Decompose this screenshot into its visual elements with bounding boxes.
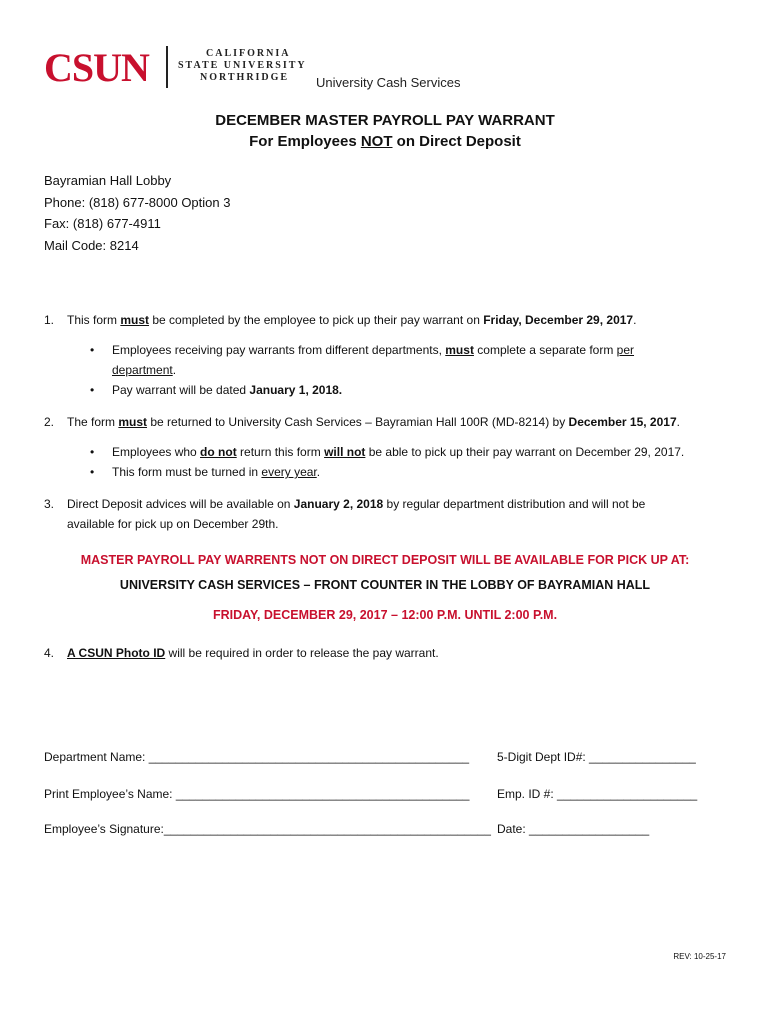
dept-id-field[interactable]: 5-Digit Dept ID#: ________________ — [497, 750, 696, 764]
item-number: 4. — [44, 646, 55, 660]
text: . — [676, 415, 680, 429]
list-item-2 — [44, 412, 734, 482]
item-text — [67, 310, 732, 330]
emphasis-do-not: do not — [200, 445, 237, 459]
signature-field[interactable]: Employee’s Signature:_________________________________________________ — [44, 822, 491, 836]
text: by regular department distribution and will not be — [383, 497, 646, 511]
bullet: • — [90, 383, 95, 397]
item-number: 2. — [44, 415, 55, 429]
employee-id-field[interactable]: Emp. ID #: _____________________ — [497, 787, 698, 801]
bullet-text — [112, 340, 712, 380]
text: available for pick up on December 29th. — [67, 517, 279, 531]
text: . — [633, 313, 637, 327]
contact-block — [44, 170, 230, 256]
subtitle-pre: For Employees — [249, 133, 361, 150]
employee-name-field[interactable]: Print Employee’s Name: ____________________________________________ — [44, 787, 470, 801]
department-name: University Cash Services — [316, 75, 461, 90]
emphasis-must: must — [118, 415, 148, 429]
item-text — [67, 643, 732, 663]
bullet-text — [112, 442, 712, 462]
text: Direct Deposit advices will be available on — [67, 497, 294, 511]
department-name-field[interactable]: Department Name: ________________________________________________ — [44, 750, 470, 764]
text: be returned to University Cash Services – Bayramian Hall 100R (MD-8214) by — [147, 415, 569, 429]
fax: Fax: (818) 677-4911 — [44, 216, 161, 231]
emphasis-per: per — [616, 343, 635, 357]
text: be able to pick up their pay warrant on December 29, 2017. — [365, 445, 685, 459]
phone: Phone: (818) 677-8000 Option 3 — [44, 194, 231, 210]
logo-wordmark — [178, 48, 307, 84]
text: The form — [67, 415, 119, 429]
warrant-date: January 1, 2018. — [249, 383, 343, 397]
emphasis-every-year: every year — [261, 465, 317, 479]
text: This form — [67, 313, 121, 327]
bullet: • — [90, 465, 95, 479]
list-item-4 — [44, 643, 734, 665]
text: Employees receiving pay warrants from different departments, — [112, 343, 446, 357]
date-field[interactable]: Date: __________________ — [497, 822, 650, 836]
logo-divider — [166, 46, 168, 88]
page-title: DECEMBER MASTER PAYROLL PAY WARRANT — [215, 112, 555, 129]
logo-line-3: NORTHRIDGE — [200, 72, 290, 83]
revision-label: REV: 10-25-17 — [673, 952, 726, 961]
emphasis-must: must — [445, 343, 474, 357]
bullet: • — [90, 343, 95, 357]
subtitle-post: on Direct Deposit — [392, 133, 521, 150]
logo-line-2: STATE UNIVERSITY — [178, 60, 307, 71]
bullet-text — [112, 462, 712, 482]
advice-date: January 2, 2018 — [293, 497, 384, 511]
notice-location: UNIVERSITY CASH SERVICES – FRONT COUNTER IN THE LOBBY OF BAYRAMIAN HALL — [119, 578, 651, 592]
item-number: 3. — [44, 497, 55, 511]
csun-logo: CSUN — [44, 45, 149, 90]
list-item-1 — [44, 310, 734, 400]
list-item-3 — [44, 494, 734, 538]
text: Pay warrant will be dated — [112, 383, 250, 397]
return-date: December 15, 2017 — [568, 415, 677, 429]
notice-time: FRIDAY, DECEMBER 29, 2017 – 12:00 P.M. UNTIL 2:00 P.M. — [212, 608, 558, 622]
text: be completed by the employee to pick up their pay warrant on — [149, 313, 484, 327]
text: will be required in order to release the pay warrant. — [165, 646, 439, 660]
emphasis-will-not: will not — [324, 445, 366, 459]
emphasis-department: department — [112, 363, 173, 377]
item-text — [67, 412, 732, 432]
emphasis-must: must — [120, 313, 150, 327]
text: . — [316, 465, 321, 479]
notice-heading: MASTER PAYROLL PAY WARRENTS NOT ON DIRECT DEPOSIT WILL BE AVAILABLE FOR PICK UP AT: — [80, 553, 690, 567]
logo-line-1: CALIFORNIA — [206, 48, 291, 59]
text: return this form — [236, 445, 325, 459]
item-number: 1. — [44, 313, 55, 327]
page-subtitle — [0, 133, 770, 150]
mail-code: Mail Code: 8214 — [44, 237, 139, 253]
text: This form must be turned in — [112, 465, 262, 479]
item-text — [67, 494, 732, 534]
pickup-date: Friday, December 29, 2017 — [483, 313, 634, 327]
bullet: • — [90, 445, 95, 459]
text: . — [172, 363, 177, 377]
location: Bayramian Hall Lobby — [44, 173, 172, 188]
bullet-text — [112, 380, 712, 400]
emphasis-photo-id: A CSUN Photo ID — [67, 646, 166, 660]
subtitle-not: NOT — [360, 133, 393, 150]
text: complete a separate form — [473, 343, 617, 357]
text: Employees who — [112, 445, 201, 459]
